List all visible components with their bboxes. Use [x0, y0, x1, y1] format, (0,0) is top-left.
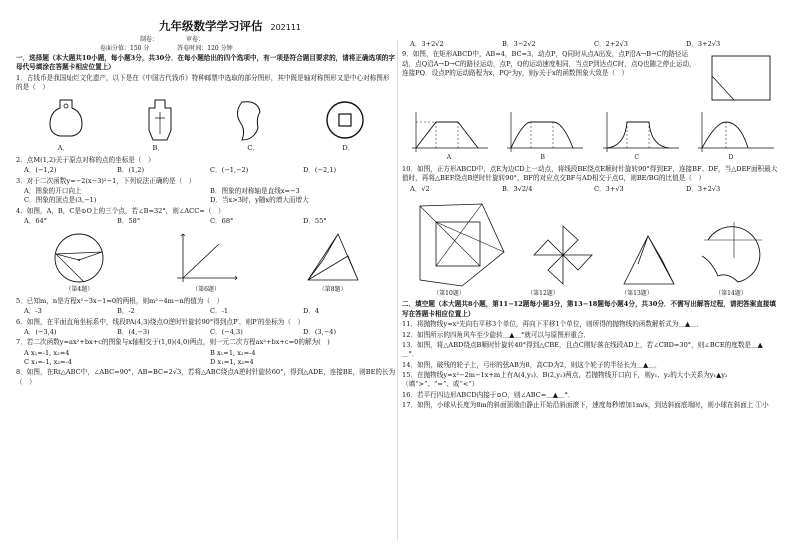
q5-option-d[interactable]: D．4: [303, 307, 320, 316]
column-divider: [397, 40, 398, 540]
q4-options: [24, 217, 396, 226]
q7-option-d[interactable]: D x₁=1, x₂=4: [210, 357, 254, 366]
circle-figure-q4: [44, 230, 114, 284]
q7-option-c[interactable]: C x₁=-1, x₂=-4: [24, 357, 72, 366]
section-1-heading: 一．选择题（本大题共10小题，每小题3分，共30分．在每小题给出的四个选项中，有一项是符合题目要求的，请将正确选项的字母代号填涂在答题卡相应位置上）: [16, 54, 395, 72]
q9-graph-a[interactable]: [406, 108, 492, 154]
q10-options: [410, 185, 778, 194]
q3-options: [24, 187, 396, 206]
wheel-figure-q14: [698, 212, 768, 290]
reviewer-label: 审卷：: [185, 36, 204, 43]
q2-option-c[interactable]: C．(−1,−2): [210, 166, 249, 175]
caption-q14: （第14题）: [715, 289, 747, 297]
question-3: 3．对于二次函数y=−2(x−3)²−1，下列说法正确的是（ ）: [16, 176, 196, 185]
q2-option-b[interactable]: B．(1,2): [117, 166, 145, 175]
page-title: [120, 18, 340, 34]
title-code: 202111: [270, 23, 302, 32]
question-6: 6．如图，在平面直角坐标系中，线段PA(4,3)绕点O逆时针旋转90°得到点P′，则P′的坐标为（ ）: [16, 317, 305, 326]
question-17: 17．如图，小球从长度为8m的斜面顶端由静止开始沿斜面滚下，速度每秒增加1m/s，到达斜面底端时，则小球在斜面上 ①小: [402, 401, 769, 410]
q3-option-b[interactable]: B．图象的对称轴是直线x=−3: [210, 186, 300, 195]
question-13: 13．如图，将△ABD绕点B顺时针旋转40°得到△CBE，且点C刚好落在线段AD上，若∠CBD=30°，则∠BCE的度数是＿▲＿°．: [402, 340, 763, 359]
coin-figure-c: [234, 98, 264, 142]
q6-options: [24, 328, 396, 337]
q8-option-a[interactable]: A．3+2√2: [410, 40, 444, 48]
q9-graph-c[interactable]: [597, 108, 683, 154]
q8-option-c[interactable]: C．2+2√3: [594, 40, 628, 48]
question-2: 2．点M(1,2)关于原点对称的点的坐标是（ ）: [16, 155, 155, 164]
rotation-figure-q13: [618, 230, 678, 290]
caption-q6: （第6题）: [192, 286, 220, 294]
section-2-heading: 二．填空题（本大题共8小题，第11−12题每小题3分，第13−18题每小题4分，共30分．不需写出解答过程，请把答案直接填写在答题卡相应位置上）: [402, 300, 777, 318]
q2-option-d[interactable]: D．(−2,1): [303, 166, 337, 175]
question-4: 4．如图，A，B，C是⊙O上的三个点，若∠B=32°，则∠ACC=（ ）: [16, 206, 225, 215]
square-figure-q10: [412, 200, 508, 290]
q9-block: [402, 50, 778, 106]
q9-label-b: B: [540, 154, 545, 162]
q7-option-b[interactable]: B x₁=1, x₂=-4: [210, 348, 256, 357]
triangle-figure-q8: [298, 230, 368, 284]
question-14: 14．如图，破残的轮子上，弓形的弦AB为8，高CD为2，则这个轮子的半径长为＿▲＿．: [402, 360, 662, 369]
left-figure-captions: [16, 286, 396, 295]
author-label: 制卷：: [140, 36, 159, 43]
q9-graph-b[interactable]: [501, 108, 587, 154]
q6-option-a[interactable]: A．(−3,4): [24, 327, 57, 336]
right-figure-captions: [402, 290, 778, 299]
coin-figure-d: [323, 98, 367, 142]
rectangle-figure-q9: [704, 50, 778, 106]
q1-option-d[interactable]: D．: [342, 144, 355, 153]
question-10: 10．如图，正方形ABCD中，点E为边CD上一动点，将线段BE绕点E顺时针旋转90°得到EF，连接BF、DF，当△DEF面积最大值时，再将△BEF绕点B逆时针旋转90°，BF的对应点交BF与AD相交于点G，则BE/BG的比值是（ ）: [402, 164, 778, 183]
q4-option-d[interactable]: D．55°: [303, 216, 327, 225]
q4-q6-q8-figures: [16, 228, 396, 284]
caption-q10: （第10题）: [433, 289, 465, 297]
question-7: 7．若二次函数y=ax²+bx+c的图象与x轴相交于(1,0)(4,0)两点，则一元二次方程ax²+bx+c=0的解为( ): [16, 338, 330, 347]
q1-option-b[interactable]: B．: [152, 144, 164, 153]
q4-option-c[interactable]: C．68°: [210, 216, 234, 225]
question-11: 11．将抛物线y=x²先向右平移3个单位，再向下平移1个单位，则所得的抛物线的函数解析式为＿▲＿．: [402, 320, 704, 329]
q10-q14-figures: [402, 198, 778, 290]
caption-q13: （第13题）: [621, 289, 653, 297]
question-8: 8．如图，在Rt△ABC中，∠ABC=90°，AB=BC=2√3，若将△ABC绕点A逆时针旋转60°，得到△ADE，连接BE，则BE的长为（ ）: [16, 368, 396, 386]
q4-option-a[interactable]: A．64°: [24, 216, 48, 225]
q9-graph-d[interactable]: [692, 108, 778, 154]
question-12: 12．如图所示的四角风车至少旋转＿▲＿°就可以与原图形重合．: [402, 330, 591, 339]
q3-option-a[interactable]: A．图象的开口向上: [24, 186, 82, 195]
q10-option-c[interactable]: C．3+√3: [594, 184, 624, 193]
q10-option-d[interactable]: D．3+2√3: [686, 184, 721, 193]
q1-option-a[interactable]: A．: [57, 144, 70, 153]
q3-option-c[interactable]: C．图象的顶点是(3,−1): [24, 196, 97, 205]
windmill-figure-q12: [528, 220, 598, 290]
q9-label-d: D: [728, 154, 734, 162]
q5-option-b[interactable]: B．-2: [117, 307, 135, 316]
q8-option-b[interactable]: B．3−2√2: [502, 40, 536, 48]
left-column: [16, 54, 396, 388]
q2-option-a[interactable]: A．(−1,2): [24, 166, 57, 175]
question-5: 5．已知m，n是方程x²−3x−1=0的两根，则m²−4m−n的值为（ ）: [16, 296, 224, 305]
score-label: 卷面分值：150 分: [100, 45, 150, 52]
right-column: [402, 40, 778, 411]
q2-options: [24, 166, 396, 175]
q6-option-b[interactable]: B．(4,−3): [117, 327, 150, 336]
question-16: 16．若平行四边形ABCD内接于⊙O，则∠ABC=＿▲＿°．: [402, 390, 575, 399]
q1-figures: [16, 94, 396, 142]
q5-option-a[interactable]: A．-3: [24, 307, 42, 316]
coin-figure-a: [46, 98, 86, 142]
q1-options: [16, 144, 396, 153]
question-9: 9．如图，在矩形ABCD中，AB=4，BC=3，动点P，Q同时从点A出发，点P沿A→B→C的路径运动，点Q沿A→D→C的路径运动，点P，Q的运动速度相同，当点P到达点C时，点Q也随之停止运动，连接PQ．设点P的运动路程为x，PQ²为y，则y关于x的函数图象大致是（ ）: [402, 50, 696, 78]
question-15: 15．在抛物线y=x²−2m−1x+m上有A(4,y₁)、B(2,y₂)两点，若抛物线开口向下，则y₁、y₂的大小关系为y₁▲y₂（填“>”、“=”、或“<”）: [402, 370, 728, 389]
q9-graph-options: [406, 108, 778, 154]
q10-option-a[interactable]: A．√2: [410, 184, 430, 193]
q9-graph-labels: [402, 154, 778, 163]
q5-option-c[interactable]: C．-1: [210, 307, 229, 316]
axes-figure-q6: [171, 230, 241, 284]
q3-option-d[interactable]: D．当x>3时，y随x的增大而增大: [210, 196, 309, 205]
q1-option-c[interactable]: C．: [247, 144, 259, 153]
coin-figure-b: [145, 98, 175, 142]
q6-option-d[interactable]: D．(3,−4): [303, 327, 337, 336]
caption-q12: （第12题）: [527, 289, 559, 297]
time-label: 答卷时间：120 分钟: [177, 45, 233, 52]
question-1: 1．古钱币是我国灿烂文化遗产，以下是在《中国古代钱币》特种邮票中选取的部分图形，其中既是轴对称图形又是中心对称图形的是（ ）: [16, 73, 390, 92]
caption-q8: （第8题）: [318, 286, 347, 294]
q6-option-c[interactable]: C．(−4,3): [210, 327, 243, 336]
q8-option-d[interactable]: D．3+2√3: [686, 40, 721, 48]
q5-options: [24, 307, 396, 316]
q4-option-b[interactable]: B．58°: [117, 216, 141, 225]
q7-options: [24, 349, 396, 368]
title-text: 九年级数学学习评估: [158, 19, 263, 33]
q9-label-a: A: [446, 154, 452, 162]
q7-option-a[interactable]: A x₁=-1, x₂=4: [24, 348, 70, 357]
caption-q4: （第4题）: [65, 286, 94, 294]
exam-meta: [100, 34, 400, 52]
q8-options: [410, 40, 778, 49]
q10-option-b[interactable]: B．3√2/4: [502, 184, 533, 193]
q9-label-c: C: [634, 154, 639, 162]
